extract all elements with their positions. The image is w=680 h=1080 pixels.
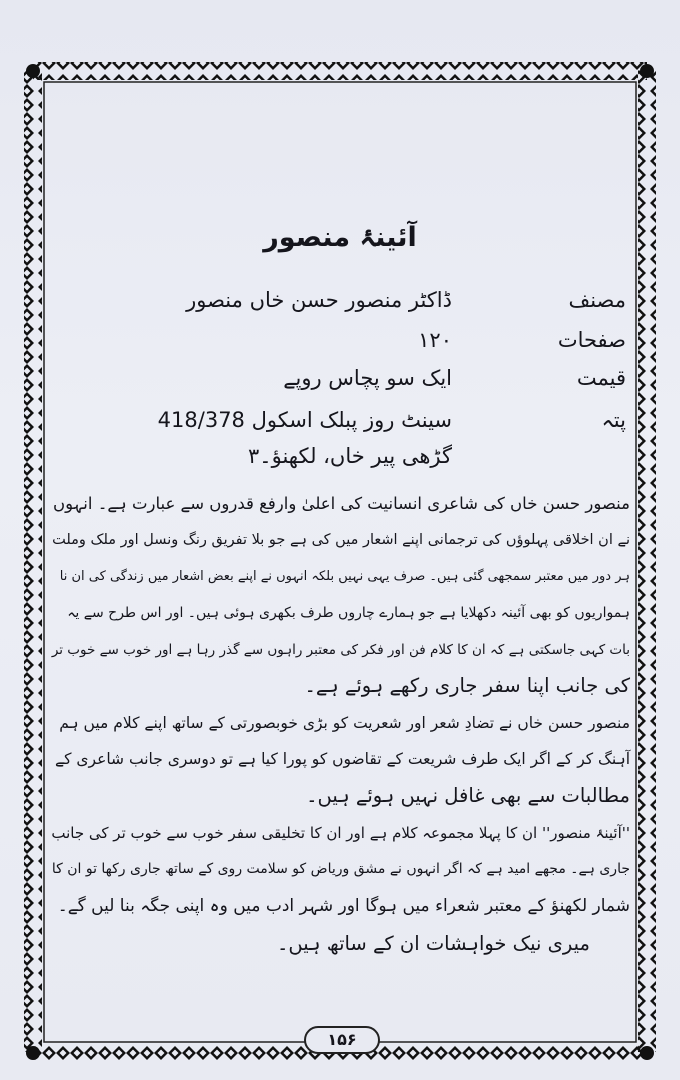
pages-value: ۱۲۰ [418,328,452,352]
info-row-pages [48,328,632,362]
paragraph-line: جاری ہے۔ مجھے امید ہے کہ اگر انہوں نے مشق وریاض کو سلامت روی کے ساتھ جاری رکھا تو ان کا [51,861,630,878]
paragraph-line: ہمواریوں کو بھی آئینہ دکھلایا ہے جو ہمارے چاروں طرف بکھری ہوئی ہیں۔ اور اس طرح سے یہ [67,605,630,622]
paragraph-line: منصور حسن خاں نے تضادِ شعر اور شعریت کو بڑی خوبصورتی کے ساتھ اپنے کلام میں ہم [59,714,630,732]
paragraph-line: مطالبات سے بھی غافل نہیں ہوئے ہیں۔ [306,783,630,807]
info-row-address [48,408,632,442]
paragraph-line: منصور حسن خاں کی شاعری انسانیت کی اعلیٰ وارفع قدروں سے عبارت ہے۔ انہوں [52,494,630,513]
paragraph-line: ''آئینۂ منصور'' ان کا پہلا مجموعہ کلام ہے اور ان کا تخلیقی سفر خوب سے خوب تر کی جانب [51,824,630,842]
paragraph-4 [50,926,630,962]
address-value: سینٹ روز پبلک اسکول 418/378 [157,408,452,432]
paragraph-2 [50,705,630,814]
paragraph-line: بات کہی جاسکتی ہے کہ ان کا کلام فن اور فکر کی معتبر راہوں سے گذر رہا ہے اور خوب سے خوب تر [51,641,630,658]
paragraph-line: آہنگ کر کے اگر ایک طرف شریعت کے تقاضوں کو پورا کیا ہے تو دوسری جانب شاعری کے [55,750,630,769]
address-label: پتہ [601,408,626,432]
pages-label: صفحات [557,328,626,352]
book-title: آئینۂ منصور [263,222,417,253]
author-value: ڈاکٹر منصور حسن خاں منصور [186,288,452,312]
page-number: ۱۵۶ [304,1026,380,1054]
paragraph-line: میری نیک خواہشات ان کے ساتھ ہیں۔ [276,932,590,955]
page-content [48,70,632,1030]
paragraph-line: شمار لکھنؤ کے معتبر شعراء میں ہوگا اور شہر ادب میں وہ اپنی جگہ بنا لیں گے۔ [57,895,630,916]
info-row-address-line2 [48,444,632,478]
price-label: قیمت [576,366,626,390]
price-value: ایک سو پچاس روپے [283,366,452,390]
paragraph-1 [50,486,630,704]
author-label: مصنف [568,288,626,312]
address-line2-value: گڑھی پیر خاں، لکھنؤ۔۳ [248,444,452,468]
paragraph-line: ہر دور میں معتبر سمجھی گئی ہیں۔ صرف یہی نہیں بلکہ انہوں نے اپنے بعض اشعار میں زندگی کی ان نا [59,568,630,584]
paragraph-3 [50,815,630,924]
paragraph-line: نے ان اخلاقی پہلوؤں کی ترجمانی اپنے اشعار میں کی ہے جو بلا تفریق رنگ ونسل اور ملک وملت [52,532,630,549]
paragraph-line: کی جانب اپنا سفر جاری رکھے ہوئے ہے۔ [304,674,630,698]
info-row-author [48,288,632,322]
info-row-price [48,366,632,400]
